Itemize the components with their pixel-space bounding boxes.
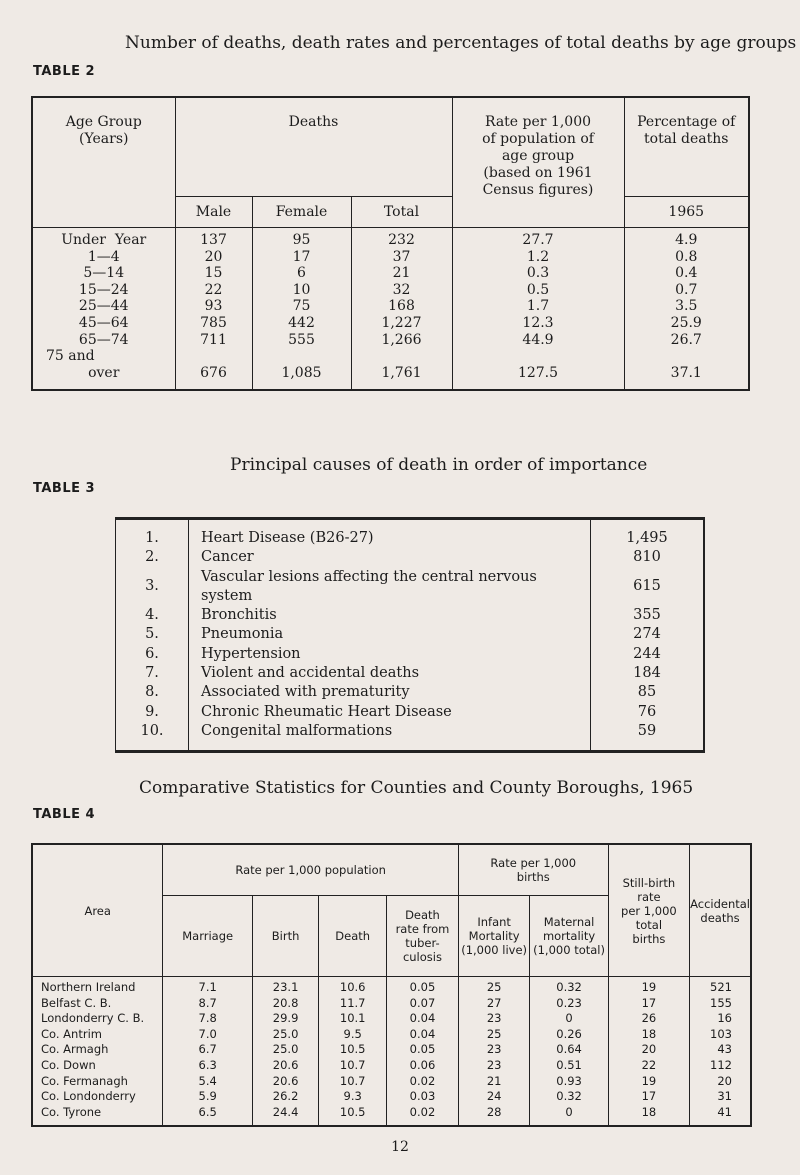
rate-cell: 27.7 xyxy=(452,228,624,249)
death-cell: 11.7 xyxy=(319,996,387,1012)
table-row xyxy=(32,1074,751,1090)
table-row xyxy=(32,348,749,365)
age-cell: over xyxy=(32,365,175,391)
rank-cell: 8. xyxy=(116,683,189,702)
header-area: Area xyxy=(32,844,163,977)
total-cell: 232 xyxy=(351,228,452,249)
header-birth: Birth xyxy=(252,896,318,977)
female-cell: 75 xyxy=(252,298,351,315)
birth-cell: 29.9 xyxy=(252,1011,318,1027)
accidental-cell: 43 xyxy=(690,1042,751,1058)
pct-cell: 0.7 xyxy=(624,282,749,299)
header-maternal-mortality: Maternal mortality (1,000 total) xyxy=(530,896,608,977)
birth-cell: 23.1 xyxy=(252,977,318,996)
stillbirth-cell: 26 xyxy=(608,1011,689,1027)
header-tuberculosis: Death rate from tuber- culosis xyxy=(387,896,459,977)
tb-cell: 0.05 xyxy=(387,1042,459,1058)
female-cell: 555 xyxy=(252,332,351,349)
death-cell: 10.7 xyxy=(319,1058,387,1074)
area-cell: Northern Ireland xyxy=(32,977,163,996)
accidental-cell: 155 xyxy=(690,996,751,1012)
rate-cell: 44.9 xyxy=(452,332,624,349)
male-cell: 93 xyxy=(175,298,252,315)
total-cell: 1,227 xyxy=(351,315,452,332)
marriage-cell: 7.1 xyxy=(163,977,252,996)
birth-cell: 25.0 xyxy=(252,1027,318,1043)
list-item xyxy=(116,548,705,567)
table4-label: TABLE 4 xyxy=(33,807,96,822)
male-cell xyxy=(175,348,252,365)
area-cell: Belfast C. B. xyxy=(32,996,163,1012)
cause-cell: Cancer xyxy=(201,549,254,566)
table-row xyxy=(32,298,749,315)
death-cell: 9.3 xyxy=(319,1089,387,1105)
tb-cell: 0.03 xyxy=(387,1089,459,1105)
maternal-cell: 0 xyxy=(530,1105,608,1127)
page-number: 12 xyxy=(391,1139,409,1155)
header-marriage: Marriage xyxy=(163,896,252,977)
area-cell: Co. Fermanagh xyxy=(32,1074,163,1090)
area-cell: Londonderry C. B. xyxy=(32,1011,163,1027)
accidental-cell: 41 xyxy=(690,1105,751,1127)
accidental-cell: 103 xyxy=(690,1027,751,1043)
header-female: Female xyxy=(252,197,351,228)
infant-cell: 23 xyxy=(458,1011,530,1027)
birth-cell: 20.6 xyxy=(252,1074,318,1090)
table3-caption: Principal causes of death in order of importance xyxy=(230,455,648,475)
table3-label: TABLE 3 xyxy=(33,481,96,496)
count-cell: 184 xyxy=(591,664,705,683)
pct-cell: 26.7 xyxy=(624,332,749,349)
rank-cell: 10. xyxy=(116,722,189,752)
table-row xyxy=(32,315,749,332)
female-cell: 442 xyxy=(252,315,351,332)
accidental-cell: 112 xyxy=(690,1058,751,1074)
pct-cell: 0.8 xyxy=(624,249,749,266)
list-item xyxy=(116,683,705,702)
cause-cell: Violent and accidental deaths xyxy=(201,665,420,682)
count-cell: 615 xyxy=(591,568,705,607)
header-year: 1965 xyxy=(624,197,749,228)
list-item xyxy=(116,703,705,722)
female-cell: 17 xyxy=(252,249,351,266)
table2-label: TABLE 2 xyxy=(33,64,96,79)
maternal-cell: 0.32 xyxy=(530,1089,608,1105)
infant-cell: 23 xyxy=(458,1058,530,1074)
pct-cell: 3.5 xyxy=(624,298,749,315)
header-accidental: Accidental deaths xyxy=(690,844,751,977)
stillbirth-cell: 18 xyxy=(608,1105,689,1127)
death-cell: 9.5 xyxy=(319,1027,387,1043)
cause-cell: Vascular lesions affecting the central nervous system xyxy=(201,568,537,604)
rate-cell: 0.3 xyxy=(452,265,624,282)
total-cell: 168 xyxy=(351,298,452,315)
table-row xyxy=(32,228,749,249)
rank-cell: 3. xyxy=(116,568,189,607)
header-male: Male xyxy=(175,197,252,228)
tb-cell: 0.02 xyxy=(387,1105,459,1127)
rate-cell: 127.5 xyxy=(452,365,624,391)
accidental-cell: 16 xyxy=(690,1011,751,1027)
male-cell: 137 xyxy=(175,228,252,249)
tb-cell: 0.07 xyxy=(387,996,459,1012)
count-cell: 355 xyxy=(591,606,705,625)
male-cell: 676 xyxy=(175,365,252,391)
male-cell: 20 xyxy=(175,249,252,266)
male-cell: 22 xyxy=(175,282,252,299)
count-cell: 274 xyxy=(591,625,705,644)
birth-cell: 20.8 xyxy=(252,996,318,1012)
pct-cell: 4.9 xyxy=(624,228,749,249)
female-cell xyxy=(252,348,351,365)
rate-cell: 0.5 xyxy=(452,282,624,299)
death-cell: 10.6 xyxy=(319,977,387,996)
cause-cell: Congenital malformations xyxy=(201,722,393,739)
table-row xyxy=(32,1089,751,1105)
rank-cell: 7. xyxy=(116,664,189,683)
marriage-cell: 7.0 xyxy=(163,1027,252,1043)
accidental-cell: 20 xyxy=(690,1074,751,1090)
rank-cell: 6. xyxy=(116,645,189,664)
area-cell: Co. Down xyxy=(32,1058,163,1074)
rate-cell xyxy=(452,348,624,365)
death-cell: 10.5 xyxy=(319,1105,387,1127)
age-cell: 75 and xyxy=(32,348,175,365)
header-stillbirth: Still-birth rate per 1,000 total births xyxy=(608,844,689,977)
maternal-cell: 0.26 xyxy=(530,1027,608,1043)
header-death: Death xyxy=(319,896,387,977)
count-cell: 59 xyxy=(591,722,705,752)
total-cell: 1,761 xyxy=(351,365,452,391)
stillbirth-cell: 17 xyxy=(608,996,689,1012)
table-row xyxy=(32,332,749,349)
table-row xyxy=(32,249,749,266)
female-cell: 95 xyxy=(252,228,351,249)
accidental-cell: 31 xyxy=(690,1089,751,1105)
infant-cell: 28 xyxy=(458,1105,530,1127)
infant-cell: 25 xyxy=(458,1027,530,1043)
rate-cell: 1.7 xyxy=(452,298,624,315)
table4-caption: Comparative Statistics for Counties and County Boroughs, 1965 xyxy=(139,778,694,798)
count-cell: 244 xyxy=(591,645,705,664)
tb-cell: 0.06 xyxy=(387,1058,459,1074)
age-cell: 5—14 xyxy=(32,265,175,282)
female-cell: 6 xyxy=(252,265,351,282)
maternal-cell: 0 xyxy=(530,1011,608,1027)
table4 xyxy=(31,843,752,1127)
table-row xyxy=(32,265,749,282)
tb-cell: 0.04 xyxy=(387,1011,459,1027)
marriage-cell: 5.4 xyxy=(163,1074,252,1090)
age-cell: 15—24 xyxy=(32,282,175,299)
table-row xyxy=(32,1058,751,1074)
table-row xyxy=(32,977,751,996)
tb-cell: 0.05 xyxy=(387,977,459,996)
male-cell: 15 xyxy=(175,265,252,282)
tb-cell: 0.04 xyxy=(387,1027,459,1043)
maternal-cell: 0.93 xyxy=(530,1074,608,1090)
tb-cell: 0.02 xyxy=(387,1074,459,1090)
infant-cell: 24 xyxy=(458,1089,530,1105)
list-item xyxy=(116,568,705,607)
death-cell: 10.5 xyxy=(319,1042,387,1058)
table2 xyxy=(31,96,750,391)
cause-cell: Associated with prematurity xyxy=(201,684,410,701)
male-cell: 785 xyxy=(175,315,252,332)
table-row xyxy=(32,1105,751,1127)
death-cell: 10.1 xyxy=(319,1011,387,1027)
header-rate-population: Rate per 1,000 population xyxy=(163,844,458,896)
birth-cell: 20.6 xyxy=(252,1058,318,1074)
header-infant-mortality: Infant Mortality (1,000 live) xyxy=(458,896,530,977)
header-deaths: Deaths xyxy=(175,97,452,197)
female-cell: 1,085 xyxy=(252,365,351,391)
header-percentage: Percentage of total deaths xyxy=(624,97,749,197)
table3 xyxy=(115,517,705,753)
age-cell: 1—4 xyxy=(32,249,175,266)
pct-cell: 0.4 xyxy=(624,265,749,282)
maternal-cell: 0.32 xyxy=(530,977,608,996)
total-cell: 21 xyxy=(351,265,452,282)
stillbirth-cell: 19 xyxy=(608,1074,689,1090)
marriage-cell: 6.7 xyxy=(163,1042,252,1058)
area-cell: Co. Tyrone xyxy=(32,1105,163,1127)
list-item xyxy=(116,664,705,683)
table-row xyxy=(32,365,749,391)
death-cell: 10.7 xyxy=(319,1074,387,1090)
male-cell: 711 xyxy=(175,332,252,349)
rate-cell: 12.3 xyxy=(452,315,624,332)
infant-cell: 21 xyxy=(458,1074,530,1090)
cause-cell: Pneumonia xyxy=(201,626,284,643)
rate-cell: 1.2 xyxy=(452,249,624,266)
marriage-cell: 7.8 xyxy=(163,1011,252,1027)
infant-cell: 23 xyxy=(458,1042,530,1058)
cause-cell: Chronic Rheumatic Heart Disease xyxy=(201,703,452,720)
header-age-group: Age Group (Years) xyxy=(32,97,175,228)
list-item xyxy=(116,519,705,549)
accidental-cell: 521 xyxy=(690,977,751,996)
table-row xyxy=(32,1027,751,1043)
birth-cell: 25.0 xyxy=(252,1042,318,1058)
birth-cell: 24.4 xyxy=(252,1105,318,1127)
maternal-cell: 0.51 xyxy=(530,1058,608,1074)
marriage-cell: 8.7 xyxy=(163,996,252,1012)
cause-cell: Heart Disease (B26-27) xyxy=(201,530,374,546)
area-cell: Co. Londonderry xyxy=(32,1089,163,1105)
stillbirth-cell: 19 xyxy=(608,977,689,996)
rank-cell: 9. xyxy=(116,703,189,722)
count-cell: 1,495 xyxy=(591,519,705,549)
stillbirth-cell: 22 xyxy=(608,1058,689,1074)
birth-cell: 26.2 xyxy=(252,1089,318,1105)
rank-cell: 5. xyxy=(116,625,189,644)
header-rate: Rate per 1,000 of population of age group (based on 1961 Census figures) xyxy=(452,97,624,228)
pct-cell: 37.1 xyxy=(624,365,749,391)
table-row xyxy=(32,996,751,1012)
rank-cell: 2. xyxy=(116,548,189,567)
maternal-cell: 0.64 xyxy=(530,1042,608,1058)
header-total: Total xyxy=(351,197,452,228)
age-cell: 25—44 xyxy=(32,298,175,315)
count-cell: 810 xyxy=(591,548,705,567)
total-cell: 37 xyxy=(351,249,452,266)
stillbirth-cell: 20 xyxy=(608,1042,689,1058)
list-item xyxy=(116,722,705,752)
table-row xyxy=(32,1011,751,1027)
list-item xyxy=(116,625,705,644)
table-row xyxy=(32,282,749,299)
marriage-cell: 6.5 xyxy=(163,1105,252,1127)
pct-cell: 25.9 xyxy=(624,315,749,332)
stillbirth-cell: 18 xyxy=(608,1027,689,1043)
infant-cell: 25 xyxy=(458,977,530,996)
maternal-cell: 0.23 xyxy=(530,996,608,1012)
total-cell: 1,266 xyxy=(351,332,452,349)
count-cell: 76 xyxy=(591,703,705,722)
age-cell: Under Year xyxy=(32,228,175,249)
stillbirth-cell: 17 xyxy=(608,1089,689,1105)
cause-cell: Hypertension xyxy=(201,645,301,662)
list-item xyxy=(116,606,705,625)
infant-cell: 27 xyxy=(458,996,530,1012)
cause-cell: Bronchitis xyxy=(201,607,277,624)
pct-cell xyxy=(624,348,749,365)
rank-cell: 1. xyxy=(116,519,189,549)
marriage-cell: 5.9 xyxy=(163,1089,252,1105)
female-cell: 10 xyxy=(252,282,351,299)
table-row xyxy=(32,1042,751,1058)
rank-cell: 4. xyxy=(116,606,189,625)
count-cell: 85 xyxy=(591,683,705,702)
area-cell: Co. Antrim xyxy=(32,1027,163,1043)
header-rate-births: Rate per 1,000 births xyxy=(458,844,608,896)
age-cell: 65—74 xyxy=(32,332,175,349)
marriage-cell: 6.3 xyxy=(163,1058,252,1074)
list-item xyxy=(116,645,705,664)
total-cell: 32 xyxy=(351,282,452,299)
total-cell xyxy=(351,348,452,365)
area-cell: Co. Armagh xyxy=(32,1042,163,1058)
table2-caption: Number of deaths, death rates and percentages of total deaths by age groups xyxy=(125,33,797,53)
age-cell: 45—64 xyxy=(32,315,175,332)
